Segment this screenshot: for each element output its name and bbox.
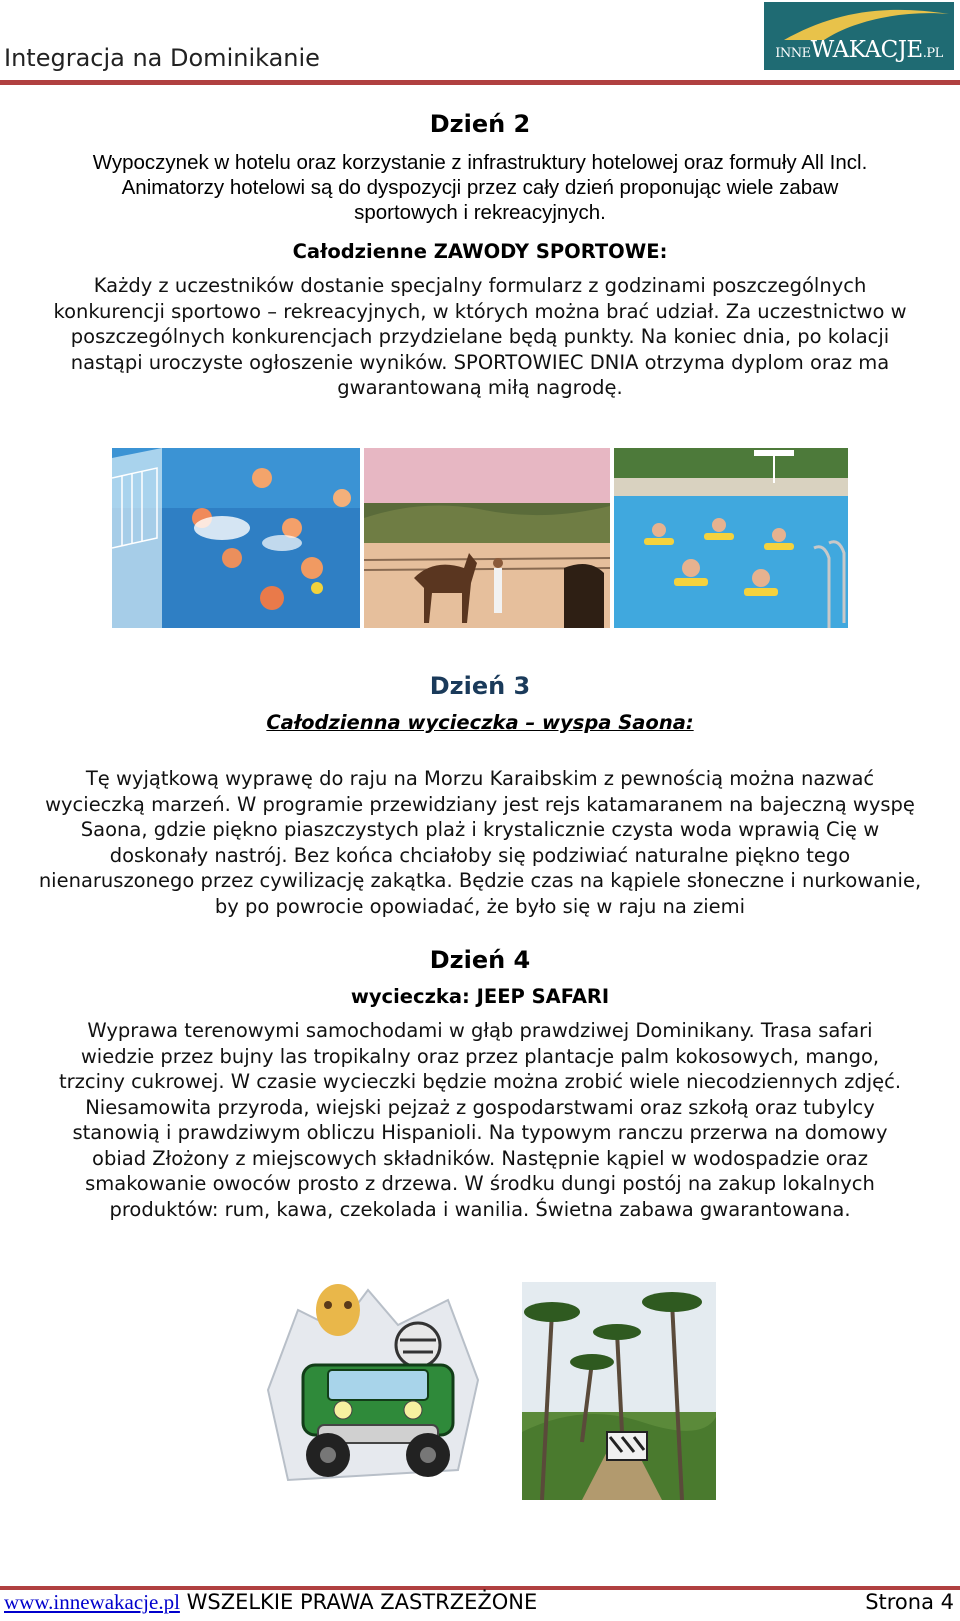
logo-text-suffix: .PL bbox=[922, 46, 943, 61]
footer-left bbox=[4, 1590, 537, 1615]
text-line: Niesamowita przyroda, wiejski pejzaż z gospodarstwami oraz szkołą oraz tubylcy bbox=[85, 1095, 875, 1119]
text-line: stanowią i prawdziwym obliczu Hispanioli. Na typowym ranczu przerwa na domowy bbox=[72, 1121, 888, 1144]
text-line: smakowanie owoców prosto z drzewa. W środku dungi postój na zakup lokalnych bbox=[85, 1172, 875, 1195]
page-header-title: Integracja na Dominikanie bbox=[4, 44, 320, 72]
logo-text-big: WAKACJE bbox=[810, 37, 923, 63]
text-line: wiedzie przez bujny las tropikalny oraz przez plantacje palm kokosowych, mango, bbox=[80, 1044, 880, 1068]
text-line: Animatorzy hotelowi są do dyspozycji przez cały dzień proponując wiele zabaw bbox=[121, 176, 839, 199]
page-number: Strona 4 bbox=[865, 1590, 954, 1614]
day2-subtitle: Całodzienne ZAWODY SPORTOWE: bbox=[292, 240, 668, 263]
text-line: wycieczką marzeń. W programie przewidziany jest rejs katamaranem na bajeczną wyspę bbox=[45, 792, 915, 816]
day3-title: Dzień 3 bbox=[429, 672, 531, 700]
text-line: trzciny cukrowej. W czasie wycieczki będzie można zrobić wiele niecodziennych zdjęć. bbox=[58, 1070, 902, 1093]
logo-swoosh-icon bbox=[764, 2, 954, 42]
text-line: sportowych i rekreacyjnych. bbox=[354, 201, 606, 224]
horse-riding-photo bbox=[364, 448, 610, 628]
footer-website-link[interactable]: www.innewakacje.pl bbox=[4, 1590, 180, 1614]
text-line: poszczególnych konkurencjach przydzielane będą punkty. Na koniec dnia, po kolacji bbox=[70, 325, 890, 348]
day3-body bbox=[0, 766, 960, 919]
jeep-cartoon-illustration bbox=[248, 1270, 500, 1502]
day2-body bbox=[0, 273, 960, 401]
day3-subtitle: Całodzienna wycieczka – wyspa Saona: bbox=[266, 711, 694, 734]
text-line: produktów: rum, kawa, czekolada i wanilia. Świetna zabawa gwarantowana. bbox=[109, 1197, 851, 1221]
text-line: nastąpi uroczyste ogłoszenie wyników. SPORTOWIEC DNIA otrzyma dyplom oraz ma bbox=[70, 350, 890, 374]
day4-subtitle: wycieczka: JEEP SAFARI bbox=[350, 985, 610, 1008]
text-line: doskonały nastrój. Bez końca chciałoby się podziwiać naturalne piękno tego bbox=[109, 843, 851, 867]
text-line: nienaruszonego przez cywilizację zakątka. Będzie czas na kąpiele słoneczne i nurkowanie, bbox=[38, 869, 922, 892]
day2-title: Dzień 2 bbox=[429, 110, 531, 138]
day4-title: Dzień 4 bbox=[429, 946, 531, 974]
text-line: Każdy z uczestników dostanie specjalny formularz z godzinami poszczególnych bbox=[93, 274, 867, 297]
text-line: Wypoczynek w hotelu oraz korzystanie z infrastruktury hotelowej oraz formuły All Incl. bbox=[92, 151, 868, 174]
logo-text-small: INNE bbox=[775, 46, 811, 61]
pool-aerobics-photo bbox=[614, 448, 848, 628]
day4-body bbox=[0, 1018, 960, 1222]
text-line: Tę wyjątkową wyprawę do raju na Morzu Karaibskim z pewnością można nazwać bbox=[85, 767, 875, 790]
water-polo-photo bbox=[112, 448, 360, 628]
text-line: by po powrocie opowiadać, że było się w raju na ziemi bbox=[214, 894, 746, 918]
day2-intro bbox=[0, 150, 960, 225]
text-line: konkurencji sportowo – rekreacyjnych, w których można brać udział. Za uczestnictwo w bbox=[53, 299, 907, 323]
footer-rights: WSZELKIE PRAWA ZASTRZEŻONE bbox=[186, 1590, 538, 1614]
text-line: Wyprawa terenowymi samochodami w głąb prawdziwej Dominikany. Trasa safari bbox=[87, 1019, 873, 1042]
jungle-safari-photo bbox=[522, 1282, 716, 1500]
text-line: Saona, gdzie piękno piaszczystych plaż i krystalicznie czysta woda wprawią Cię w bbox=[80, 818, 880, 841]
text-line: obiad Złożony z miejscowych składników. Następnie kąpiel w wodospadzie oraz bbox=[92, 1146, 868, 1170]
brand-logo[interactable] bbox=[764, 2, 954, 70]
header-rule bbox=[0, 80, 960, 85]
text-line: gwarantowaną miłą nagrodę. bbox=[337, 376, 623, 399]
